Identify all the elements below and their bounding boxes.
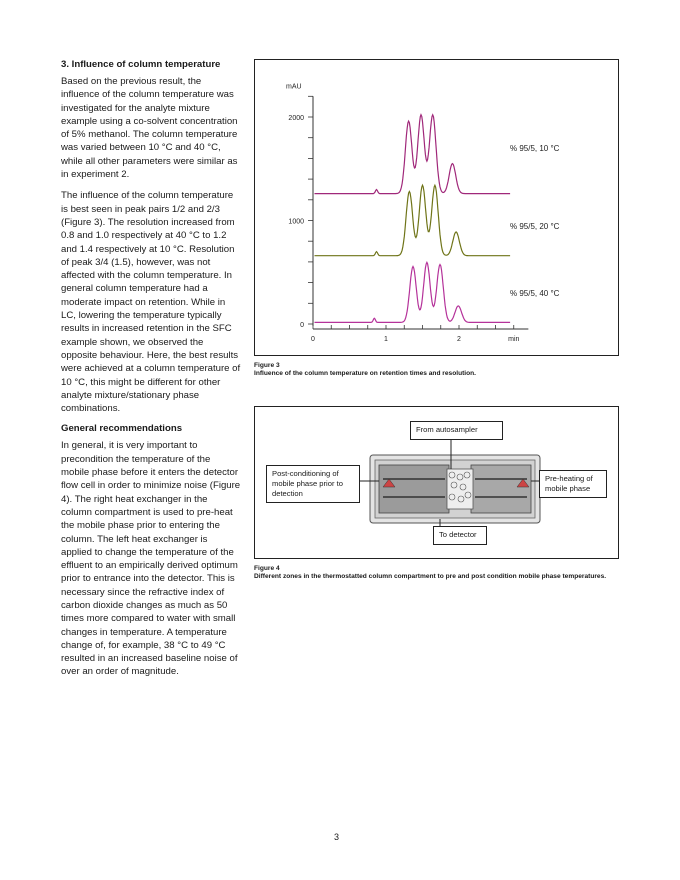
series-label: % 95/5, 40 °C — [510, 289, 560, 298]
series-line — [315, 262, 511, 322]
label-pre-heating: Pre-heating of mobile phase — [539, 470, 607, 498]
series-label: % 95/5, 10 °C — [510, 144, 560, 153]
x-tick-label: 1 — [384, 336, 388, 343]
section-heading-general-recommendations: General recommendations — [61, 423, 183, 435]
label-from-autosampler: From autosampler — [410, 421, 503, 440]
paragraph-3: In general, it is very important to precondition the temperature of the mobile phase before it enters the detector flow cell in order to minimize noise (Figure 4). The right heat exchanger in the column compartment is used to pre-heat the mobile phase prior to entering the column. The left heat exchanger is applied to change the temperature of the effluent to an empirically derived optimum prior to entrance into the detector. This is necessary since the refractive index of carbon dioxide changes as much as 50 times more compared to water with small changes in temperature. A temperature change of, for example, 38 °C to 49 °C resulted in an increased baseline noise of over an order of magnitude. — [61, 440, 241, 678]
label-post-conditioning: Post-conditioning of mobile phase prior to detection — [266, 465, 360, 503]
figure4-frame — [254, 406, 619, 559]
figure3-caption-label: Figure 3 — [254, 362, 280, 369]
figure4-caption — [254, 565, 606, 581]
y-tick-label: 2000 — [288, 115, 304, 122]
paragraph-1: Based on the previous result, the influence of the column temperature was investigated for the analyte mixture example using a co-solvent concentration of 5% methanol. The column temperature was varied between 10 °C and 40 °C, while all other parameters were similar as in experiment 2. — [61, 76, 238, 181]
series-line — [315, 185, 511, 256]
figure3-caption-text: Influence of the column temperature on retention times and resolution. — [254, 370, 477, 377]
figure3-caption — [254, 362, 476, 378]
y-tick-label: 1000 — [288, 218, 304, 226]
x-tick-label: 0 — [311, 336, 315, 343]
label-to-detector: To detector — [433, 526, 487, 545]
y-axis-label: mAU — [286, 83, 302, 91]
x-tick-label: 2 — [457, 336, 461, 343]
figure3-chart-frame — [254, 59, 619, 356]
figure4-caption-label: Figure 4 — [254, 565, 280, 572]
section-heading-column-temperature: 3. Influence of column temperature — [61, 59, 221, 70]
series-label: % 95/5, 20 °C — [510, 222, 560, 231]
figure4-caption-text: Different zones in the thermostatted column compartment to pre and post condition mobile phase temperatures. — [254, 573, 607, 580]
left-text-column — [61, 59, 241, 687]
paragraph-2: The influence of the column temperature is best seen in peak pairs 1/2 and 2/3 (Figure 3). The resolution increased from 0.8 and 1.0 respectively at 40 °C to 1.2 and 1.4 respectively at 10 °C. Resolution of peak 3/4 (1.5), however, was not affected with the column temperature. In general column temperature had a moderate impact on retention. While in LC, lowering the temperature typically results in increased retention in the SFC example shown, we observed the opposite behaviour. Here, the best results were achieved at a column temperature of 10 °C, this might be different for other analyte mixture/stationary phase combinations. — [61, 190, 241, 415]
chromatogram-chart — [255, 60, 620, 357]
y-tick-label: 0 — [300, 322, 304, 329]
series-line — [315, 115, 511, 194]
x-axis-label: min — [508, 336, 520, 343]
page-number: 3 — [334, 832, 340, 842]
